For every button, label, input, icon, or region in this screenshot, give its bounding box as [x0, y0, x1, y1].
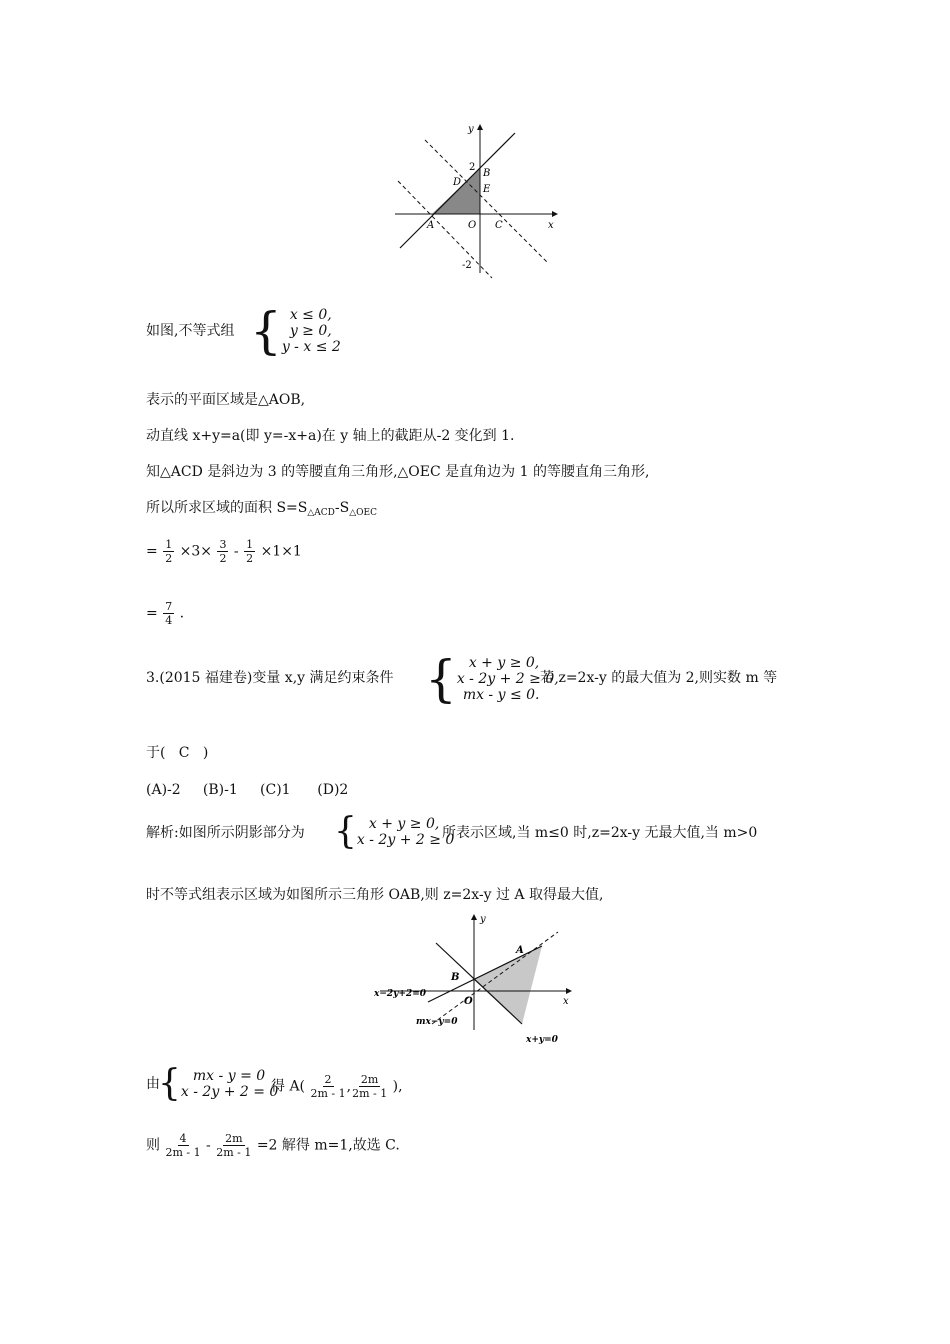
label-y: y	[468, 124, 474, 135]
text: ,	[346, 1078, 352, 1095]
label-b: B	[483, 168, 491, 179]
sol1-eq1	[146, 538, 302, 565]
sol1-intro-line	[146, 322, 234, 340]
q3-system	[425, 650, 559, 708]
sys-row: mx - y = 0	[192, 1068, 266, 1084]
label-2: 2	[469, 162, 476, 173]
label-a: A	[427, 220, 435, 231]
dashed-line-upper	[425, 140, 548, 263]
fraction: $\frac{1}{2}$	[165, 538, 173, 565]
label-y: y	[480, 914, 486, 925]
q3-analysis-b: 所表示区域,当 m≤0 时,z=2x-y 无最大值,当 m>0	[442, 825, 758, 841]
q3-analysis-c: 时不等式组表示区域为如图所示三角形 OAB,则 z=2x-y 过 A 取得最大值,	[146, 887, 604, 903]
x-axis-arrow	[552, 211, 558, 217]
label-x: x	[548, 220, 554, 231]
brace: {	[158, 1063, 181, 1104]
text: -	[206, 1137, 211, 1154]
sys-row: x - 2y + 2 = 0	[180, 1084, 279, 1100]
sol1-line2: 动直线 x+y=a(即 y=-x+a)在 y 轴上的截距从-2 变化到 1.	[146, 428, 515, 444]
text: ×1×1	[260, 543, 302, 560]
text: 则	[146, 1137, 160, 1154]
sys-row: x - 2y + 2 ≥ 0,	[456, 671, 559, 687]
sol1-line4	[146, 499, 377, 522]
by-system	[158, 1063, 279, 1104]
fraction: $\frac{7}{4}$	[165, 600, 173, 627]
text: -	[233, 543, 239, 560]
label-b: B	[451, 972, 460, 983]
shaded-region-oab	[474, 946, 542, 1024]
figure-2	[370, 910, 590, 1050]
text: ),	[392, 1078, 403, 1095]
fraction: $\frac{2m}{2m - 1}$	[216, 1132, 252, 1159]
text: .	[179, 605, 185, 622]
label-d: D	[453, 177, 462, 188]
sys-row: mx - y ≤ 0.	[462, 687, 540, 703]
sys-row: x + y ≥ 0,	[368, 816, 440, 832]
sol1-line3: 知△ACD 是斜边为 3 的等腰直角三角形,△OEC 是直角边为 1 的等腰直角三角形,	[146, 464, 650, 480]
by-label: 由	[146, 1076, 160, 1092]
fraction: $\frac{2}{2m - 1}$	[310, 1073, 346, 1100]
sys-row: x ≤ 0,	[289, 307, 332, 323]
then-line	[146, 1132, 400, 1159]
fraction: $\frac{1}{2}$	[246, 538, 254, 565]
label-o: O	[468, 220, 477, 231]
q3-stem-b: 若 z=2x-y 的最大值为 2,则实数 m 等	[540, 670, 778, 686]
text: -S	[334, 500, 350, 516]
q3-stem-c: 于( C )	[146, 745, 209, 761]
label-x: x	[563, 996, 569, 1007]
fraction: $\frac{3}{2}$	[219, 538, 227, 565]
text: =2 解得 m=1,故选 C.	[256, 1137, 400, 1154]
fraction: $\frac{2m}{2m - 1}$	[352, 1073, 388, 1100]
sol1-intro: 如图,不等式组	[146, 323, 235, 339]
sol1-system	[250, 302, 341, 360]
q3-analysis-a: 解析:如图所示阴影部分为	[146, 825, 305, 841]
label-line2: mx−y=0	[416, 1017, 458, 1027]
figure-1	[380, 118, 570, 288]
q3-stem-a: 3.(2015 福建卷)变量 x,y 满足约束条件	[146, 670, 394, 686]
sys-row: x - 2y + 2 ≥ 0	[356, 832, 455, 848]
text: 得 A(	[271, 1078, 306, 1095]
label-a: A	[516, 945, 524, 956]
label-c: C	[495, 220, 503, 231]
label-line3: x+y=0	[526, 1035, 558, 1045]
brace: {	[425, 650, 457, 708]
q3-options: (A)-2 (B)-1 (C)1 (D)2	[146, 782, 349, 798]
label-o: O	[464, 996, 473, 1007]
text: 所以所求区域的面积 S=S	[146, 500, 308, 516]
label-line1: x−2y+2=0	[374, 989, 427, 999]
sys-row: y ≥ 0,	[289, 323, 332, 339]
label-neg2: -2	[462, 260, 472, 271]
text: =	[146, 543, 158, 560]
brace: {	[334, 811, 357, 852]
text: ×3×	[179, 543, 213, 560]
sol1-line1: 表示的平面区域是△AOB,	[146, 392, 306, 408]
text: =	[146, 605, 158, 622]
sys-row: y - x ≤ 2	[281, 339, 341, 355]
sol1-eq2	[146, 600, 184, 627]
sys-row: x + y ≥ 0,	[468, 655, 540, 671]
q3-analysis-system	[334, 811, 455, 852]
get-a-line	[271, 1073, 403, 1100]
x-axis-arrow	[566, 988, 572, 994]
brace: {	[250, 302, 282, 360]
y-axis-arrow	[477, 124, 483, 130]
fraction: $\frac{4}{2m - 1}$	[165, 1132, 201, 1159]
subscript: △ACD	[307, 508, 335, 518]
label-e: E	[483, 184, 491, 195]
subscript: △OEC	[349, 508, 377, 518]
y-axis-arrow	[471, 914, 477, 920]
